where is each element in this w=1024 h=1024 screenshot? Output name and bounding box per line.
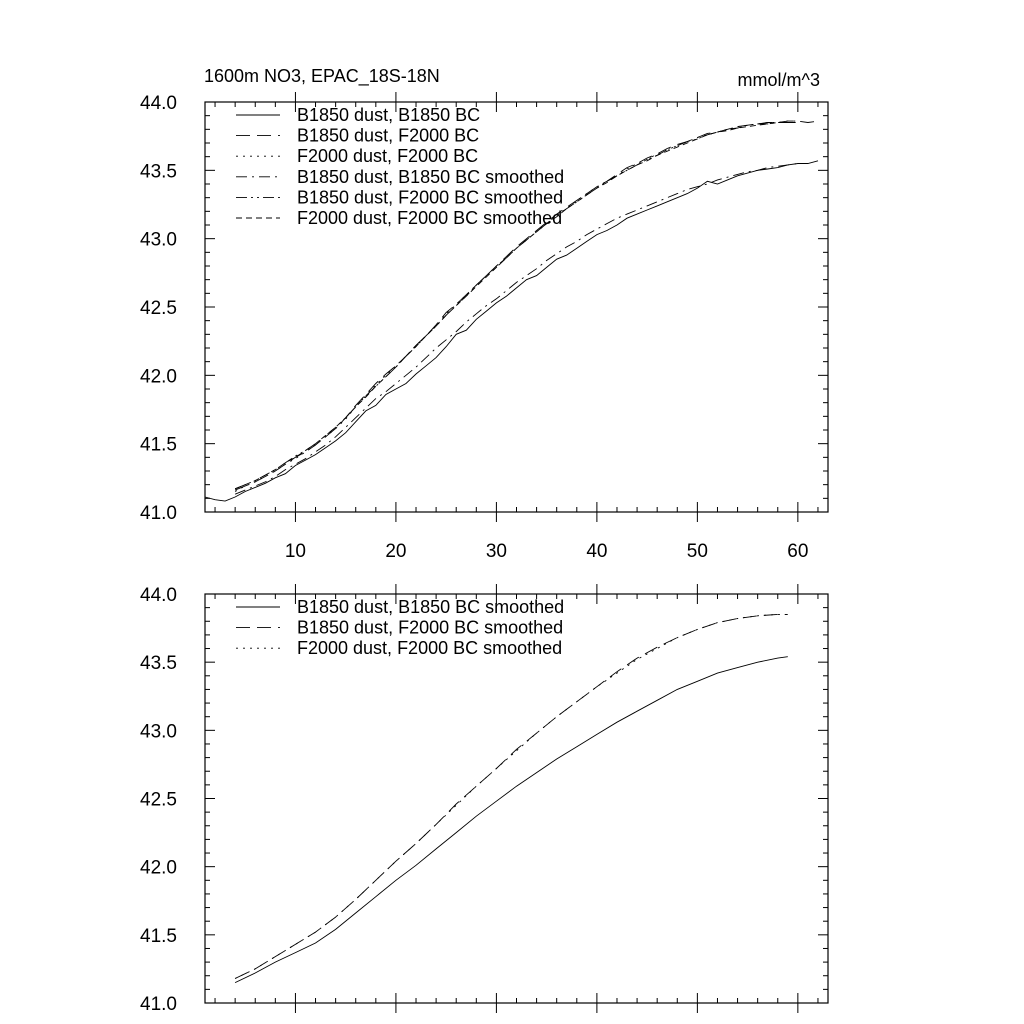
legend [236, 105, 564, 228]
y-tick-label: 42.0 [140, 857, 177, 879]
legend [236, 597, 564, 658]
y-tick-label: 43.5 [140, 653, 177, 675]
legend-label: F2000 dust, F2000 BC smoothed [297, 638, 563, 659]
series-line-3 [235, 614, 788, 978]
chart-title: 1600m NO3, EPAC_18S-18N [204, 66, 440, 86]
legend-label: B1850 dust, F2000 BC smoothed [297, 617, 564, 638]
x-tick-label: 60 [787, 541, 809, 562]
x-tick-label: 40 [586, 541, 608, 562]
legend-label: F2000 dust, F2000 BC smoothed [297, 208, 563, 228]
y-tick-label: 41.0 [140, 994, 177, 1015]
y-tick-label: 42.0 [140, 366, 177, 388]
x-tick-label: 50 [686, 541, 708, 562]
legend-label: B1850 dust, B1850 BC smoothed [297, 166, 565, 187]
y-tick-label: 42.5 [140, 298, 177, 319]
y-tick-label: 44.0 [140, 93, 177, 114]
y-tick-label: 43.0 [140, 721, 177, 743]
legend-label: B1850 dust, B1850 BC smoothed [297, 597, 565, 617]
legend-label: F2000 dust, F2000 BC [297, 146, 479, 167]
y-tick-label: 42.5 [140, 789, 177, 811]
y-tick-label: 41.0 [140, 503, 177, 524]
chart-panel-1 [140, 66, 828, 562]
legend-label: B1850 dust, F2000 BC smoothed [297, 187, 564, 208]
y-tick-label: 44.0 [140, 585, 177, 606]
series-line-2 [235, 614, 788, 978]
x-tick-label: 30 [485, 541, 507, 562]
x-tick-label: 10 [284, 541, 307, 562]
x-tick-label: 20 [385, 541, 407, 562]
y-tick-label: 41.5 [140, 434, 177, 456]
series-line-1 [235, 657, 788, 983]
y-tick-label: 43.5 [140, 161, 177, 183]
legend-label: B1850 dust, B1850 BC [297, 105, 481, 125]
units-label: mmol/m^3 [737, 70, 820, 90]
y-tick-label: 41.5 [140, 925, 177, 947]
y-tick-label: 43.0 [140, 229, 177, 251]
legend-label: B1850 dust, F2000 BC [297, 125, 480, 146]
chart-panel-2 [140, 584, 828, 1015]
